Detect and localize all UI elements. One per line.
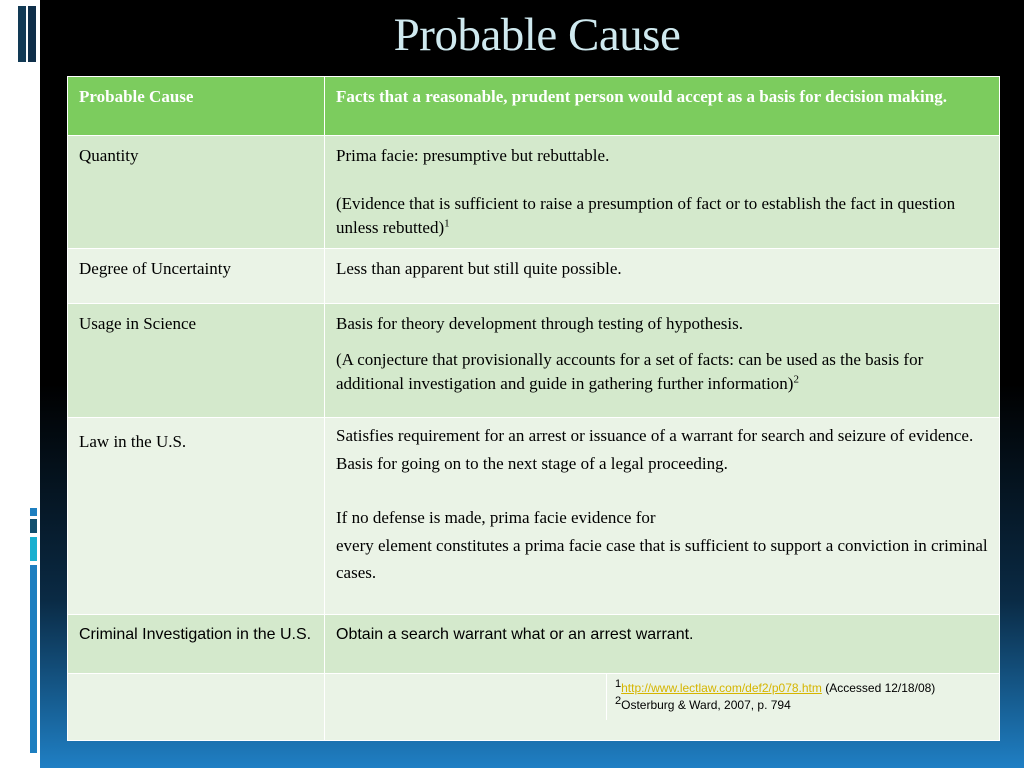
footnote-text: (Accessed 12/18/08)	[821, 681, 936, 695]
row-line	[336, 192, 988, 240]
row-line: every element constitutes a prima facie case that is sufficient to support a conviction in criminal cases.	[336, 535, 988, 582]
header-definition: Facts that a reasonable, prudent person would accept as a basis for decision making.	[325, 77, 1000, 136]
footnote-2	[615, 697, 991, 714]
slide-title: Probable Cause	[393, 9, 681, 61]
decor-block	[30, 508, 37, 516]
table-row	[68, 615, 1000, 674]
table-row	[68, 249, 1000, 304]
row-line: Basis for theory development through testing of hypothesis.	[336, 314, 743, 333]
reference-link[interactable]: http://www.lectlaw.com/def2/p078.htm	[621, 681, 822, 695]
decor-block	[30, 537, 37, 561]
table-row	[68, 304, 1000, 418]
footnote-ref: 2	[793, 373, 799, 386]
decor-block	[30, 519, 37, 533]
footnote-marker: 2	[615, 695, 622, 707]
row-content	[325, 304, 1000, 418]
row-label: Quantity	[68, 136, 325, 249]
row-line: If no defense is made, prima facie evidence for	[336, 508, 656, 527]
decor-block	[30, 565, 37, 753]
footnote-1	[615, 680, 991, 697]
footnote-marker: 1	[615, 678, 622, 690]
table-footnote-row	[68, 674, 1000, 741]
table-row	[68, 418, 1000, 615]
row-content	[325, 136, 1000, 249]
footnote-text: Osterburg & Ward, 2007, p. 794	[621, 698, 791, 712]
row-line-text: (A conjecture that provisionally accounts for a set of facts: can be used as the basis for additional investigation and guide in gathering further information)	[336, 350, 924, 393]
row-line: Prima facie: presumptive but rebuttable.	[336, 146, 610, 165]
row-content: Obtain a search warrant what or an arrest warrant.	[325, 615, 1000, 674]
footnote-container	[325, 674, 1000, 741]
footnotes	[607, 674, 999, 720]
row-label: Degree of Uncertainty	[68, 249, 325, 304]
row-line: Basis for going on to the next stage of a legal proceeding.	[336, 453, 728, 473]
row-line: Satisfies requirement for an arrest or issuance of a warrant for search and seizure of evidence.	[336, 426, 974, 445]
table-row	[68, 136, 1000, 249]
row-label: Criminal Investigation in the U.S.	[68, 615, 325, 674]
row-content	[325, 418, 1000, 615]
footnote-ref: 1	[444, 217, 450, 230]
empty-cell	[68, 674, 325, 741]
row-line	[336, 348, 988, 396]
header-term: Probable Cause	[68, 77, 325, 136]
table-header-row	[68, 77, 1000, 136]
probable-cause-table	[67, 76, 1000, 741]
empty-subcell	[325, 674, 607, 720]
row-content: Less than apparent but still quite possible.	[325, 249, 1000, 304]
row-label: Law in the U.S.	[68, 418, 325, 615]
footnote-split	[325, 674, 999, 720]
row-label: Usage in Science	[68, 304, 325, 418]
row-line-text: (Evidence that is sufficient to raise a presumption of fact or to establish the fact in question unless rebutted)	[336, 194, 956, 237]
